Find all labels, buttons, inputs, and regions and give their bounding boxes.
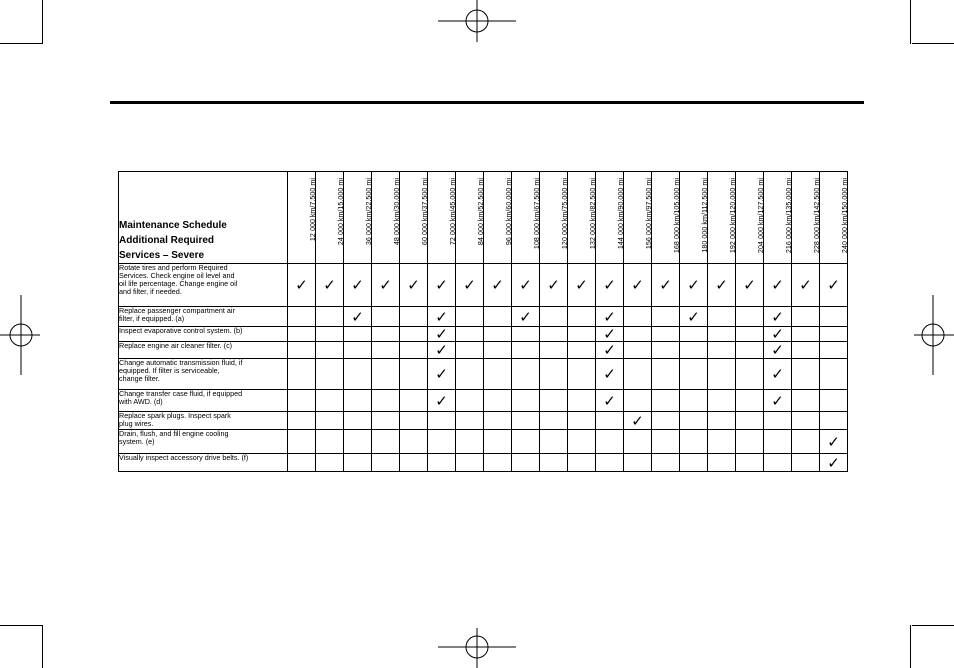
service-description-line: system. (e) (119, 437, 155, 446)
empty-cell (568, 430, 596, 454)
interval-label: 192 000 km/120,000 mi (727, 178, 737, 254)
empty-cell (512, 342, 540, 359)
empty-cell (484, 454, 512, 472)
service-description-line: Rotate tires and perform Required (119, 263, 228, 272)
checkmark-icon: ✓ (372, 264, 400, 307)
service-description-line: change filter. (119, 374, 160, 383)
interval-header (596, 172, 624, 264)
checkmark-icon: ✓ (428, 390, 456, 412)
crop-mark-tr-h (912, 43, 954, 44)
checkmark-icon: ✓ (428, 307, 456, 327)
service-description-line: plug wires. (119, 419, 154, 428)
checkmark-icon: ✓ (568, 264, 596, 307)
empty-cell (540, 454, 568, 472)
interval-label: 180 000 km/112,500 mi (699, 178, 709, 253)
interval-label: 36 000 km/22,500 mi (363, 178, 373, 246)
empty-cell (568, 359, 596, 390)
table-row (119, 342, 848, 359)
checkmark-icon: ✓ (540, 264, 568, 307)
interval-header (624, 172, 652, 264)
checkmark-icon: ✓ (820, 430, 848, 454)
service-description-line: oil life percentage. Change engine oil (119, 279, 238, 288)
crop-mark-bl-v (42, 625, 43, 668)
empty-cell (456, 342, 484, 359)
empty-cell (736, 342, 764, 359)
checkmark-icon: ✓ (288, 264, 316, 307)
interval-label: 204 000 km/127,500 mi (755, 178, 765, 254)
empty-cell (568, 412, 596, 430)
empty-cell (372, 342, 400, 359)
empty-cell (456, 390, 484, 412)
empty-cell (288, 430, 316, 454)
empty-cell (372, 359, 400, 390)
checkmark-icon: ✓ (344, 264, 372, 307)
interval-header (372, 172, 400, 264)
table-row (119, 390, 848, 412)
service-description-line: Drain, flush, and fill engine cooling (119, 429, 229, 438)
empty-cell (680, 359, 708, 390)
interval-header (456, 172, 484, 264)
table-row (119, 327, 848, 342)
registration-mark-bottom (438, 626, 516, 668)
checkmark-icon: ✓ (428, 342, 456, 359)
table-row (119, 307, 848, 327)
empty-cell (680, 430, 708, 454)
service-description (119, 264, 288, 307)
empty-cell (820, 359, 848, 390)
empty-cell (624, 359, 652, 390)
empty-cell (820, 307, 848, 327)
empty-cell (736, 430, 764, 454)
empty-cell (680, 390, 708, 412)
empty-cell (316, 359, 344, 390)
empty-cell (428, 430, 456, 454)
service-description (119, 454, 288, 472)
empty-cell (372, 412, 400, 430)
empty-cell (288, 327, 316, 342)
empty-cell (484, 430, 512, 454)
checkmark-icon: ✓ (596, 359, 624, 390)
empty-cell (540, 390, 568, 412)
interval-header (652, 172, 680, 264)
interval-header (820, 172, 848, 264)
empty-cell (288, 390, 316, 412)
empty-cell (344, 390, 372, 412)
empty-cell (568, 327, 596, 342)
empty-cell (400, 327, 428, 342)
empty-cell (652, 454, 680, 472)
empty-cell (456, 307, 484, 327)
empty-cell (484, 327, 512, 342)
empty-cell (624, 342, 652, 359)
empty-cell (792, 430, 820, 454)
checkmark-icon: ✓ (484, 264, 512, 307)
interval-label: 168 000 km/105,000 mi (671, 178, 681, 254)
interval-header (792, 172, 820, 264)
empty-cell (288, 307, 316, 327)
empty-cell (568, 390, 596, 412)
empty-cell (484, 390, 512, 412)
empty-cell (652, 342, 680, 359)
empty-cell (596, 412, 624, 430)
empty-cell (736, 327, 764, 342)
table-row (119, 454, 848, 472)
interval-header (344, 172, 372, 264)
empty-cell (820, 390, 848, 412)
header-rule (110, 101, 864, 104)
service-description (119, 327, 288, 342)
interval-label: 108 000 km/67,500 mi (531, 178, 541, 250)
empty-cell (288, 342, 316, 359)
empty-cell (344, 342, 372, 359)
checkmark-icon: ✓ (428, 327, 456, 342)
interval-header (764, 172, 792, 264)
interval-header (568, 172, 596, 264)
table-row (119, 430, 848, 454)
empty-cell (596, 454, 624, 472)
empty-cell (792, 454, 820, 472)
table-row (119, 359, 848, 390)
checkmark-icon: ✓ (400, 264, 428, 307)
interval-header (708, 172, 736, 264)
empty-cell (708, 430, 736, 454)
empty-cell (708, 342, 736, 359)
checkmark-icon: ✓ (512, 264, 540, 307)
service-description-line: filter, if equipped. (a) (119, 314, 185, 323)
crop-mark-tl-v (42, 0, 43, 44)
interval-header (288, 172, 316, 264)
empty-cell (428, 412, 456, 430)
empty-cell (736, 307, 764, 327)
checkmark-icon: ✓ (764, 307, 792, 327)
empty-cell (540, 327, 568, 342)
checkmark-icon: ✓ (764, 264, 792, 307)
checkmark-icon: ✓ (344, 307, 372, 327)
registration-mark-top (438, 0, 516, 44)
empty-cell (288, 454, 316, 472)
service-description-line: Replace passenger compartment air (119, 306, 235, 315)
crop-mark-bl-h (0, 625, 42, 626)
empty-cell (372, 307, 400, 327)
empty-cell (652, 327, 680, 342)
checkmark-icon: ✓ (820, 264, 848, 307)
empty-cell (484, 342, 512, 359)
empty-cell (652, 412, 680, 430)
empty-cell (540, 412, 568, 430)
interval-header (680, 172, 708, 264)
service-description-line: with AWD. (d) (119, 397, 163, 406)
empty-cell (456, 359, 484, 390)
service-description-line: Replace spark plugs. Inspect spark (119, 411, 231, 420)
interval-header (316, 172, 344, 264)
table-row (119, 264, 848, 307)
service-description (119, 359, 288, 390)
empty-cell (316, 412, 344, 430)
empty-cell (484, 412, 512, 430)
empty-cell (792, 342, 820, 359)
empty-cell (792, 359, 820, 390)
interval-label: 48 000 km/30,000 mi (391, 178, 401, 246)
table-title-line: Maintenance Schedule (119, 220, 227, 231)
registration-mark-right (914, 295, 954, 375)
empty-cell (456, 412, 484, 430)
table-row (119, 412, 848, 430)
empty-cell (288, 359, 316, 390)
table-title-line: Services – Severe (119, 250, 205, 261)
empty-cell (680, 327, 708, 342)
empty-cell (708, 390, 736, 412)
empty-cell (568, 307, 596, 327)
empty-cell (708, 359, 736, 390)
empty-cell (708, 454, 736, 472)
registration-mark-left (0, 295, 40, 375)
checkmark-icon: ✓ (596, 307, 624, 327)
service-description (119, 430, 288, 454)
empty-cell (372, 327, 400, 342)
service-description-line: Services. Check engine oil level and (119, 271, 235, 280)
empty-cell (344, 454, 372, 472)
empty-cell (400, 307, 428, 327)
interval-header (736, 172, 764, 264)
checkmark-icon: ✓ (764, 342, 792, 359)
empty-cell (400, 359, 428, 390)
empty-cell (512, 412, 540, 430)
checkmark-icon: ✓ (764, 390, 792, 412)
service-description-line: and filter, if needed. (119, 287, 182, 296)
crop-mark-tr-v (910, 0, 911, 44)
interval-label: 84 000 km/52,500 mi (475, 178, 485, 246)
service-description (119, 307, 288, 327)
empty-cell (400, 430, 428, 454)
checkmark-icon: ✓ (764, 359, 792, 390)
checkmark-icon: ✓ (820, 454, 848, 472)
interval-label: 12 000 km/7,500 mi (307, 178, 317, 242)
service-description-line: Visually inspect accessory drive belts. (f) (119, 453, 249, 462)
empty-cell (344, 359, 372, 390)
checkmark-icon: ✓ (764, 327, 792, 342)
empty-cell (456, 327, 484, 342)
interval-label: 120 000 km/75,000 mi (559, 178, 569, 250)
empty-cell (624, 307, 652, 327)
service-description-line: Change transfer case fluid, if equipped (119, 389, 243, 398)
checkmark-icon: ✓ (680, 307, 708, 327)
empty-cell (708, 412, 736, 430)
empty-cell (652, 430, 680, 454)
checkmark-icon: ✓ (736, 264, 764, 307)
service-description-line: Inspect evaporative control system. (b) (119, 326, 243, 335)
empty-cell (512, 390, 540, 412)
service-description (119, 412, 288, 430)
empty-cell (288, 412, 316, 430)
empty-cell (820, 342, 848, 359)
service-description-line: Change automatic transmission fluid, if (119, 358, 243, 367)
checkmark-icon: ✓ (652, 264, 680, 307)
empty-cell (568, 454, 596, 472)
empty-cell (484, 359, 512, 390)
empty-cell (624, 327, 652, 342)
maintenance-schedule-table (118, 171, 848, 472)
empty-cell (512, 327, 540, 342)
interval-label: 24 000 km/15,000 mi (335, 178, 345, 246)
empty-cell (596, 430, 624, 454)
service-description-line: Replace engine air cleaner filter. (c) (119, 341, 233, 350)
empty-cell (764, 412, 792, 430)
empty-cell (792, 412, 820, 430)
empty-cell (316, 307, 344, 327)
empty-cell (736, 454, 764, 472)
crop-mark-br-h (912, 625, 954, 626)
empty-cell (316, 390, 344, 412)
table-title-line: Additional Required (119, 235, 214, 246)
empty-cell (820, 327, 848, 342)
empty-cell (456, 454, 484, 472)
empty-cell (512, 454, 540, 472)
empty-cell (680, 412, 708, 430)
empty-cell (316, 430, 344, 454)
checkmark-icon: ✓ (680, 264, 708, 307)
empty-cell (512, 359, 540, 390)
empty-cell (428, 454, 456, 472)
crop-mark-tl-h (0, 43, 42, 44)
checkmark-icon: ✓ (596, 342, 624, 359)
checkmark-icon: ✓ (428, 264, 456, 307)
empty-cell (316, 342, 344, 359)
checkmark-icon: ✓ (624, 412, 652, 430)
empty-cell (400, 412, 428, 430)
empty-cell (764, 454, 792, 472)
interval-label: 216 000 km/135,000 mi (783, 178, 793, 254)
checkmark-icon: ✓ (708, 264, 736, 307)
empty-cell (400, 342, 428, 359)
interval-label: 72 000 km/45,000 mi (447, 178, 457, 246)
empty-cell (792, 307, 820, 327)
interval-label: 96 000 km/60,000 mi (503, 178, 513, 246)
checkmark-icon: ✓ (596, 327, 624, 342)
empty-cell (344, 412, 372, 430)
checkmark-icon: ✓ (596, 390, 624, 412)
empty-cell (736, 412, 764, 430)
empty-cell (624, 430, 652, 454)
empty-cell (372, 390, 400, 412)
empty-cell (820, 412, 848, 430)
checkmark-icon: ✓ (792, 264, 820, 307)
interval-label: 228 000 km/142,500 mi (811, 178, 821, 254)
interval-label: 144 000 km/90,000 mi (615, 178, 625, 250)
empty-cell (400, 454, 428, 472)
table-title (119, 172, 288, 264)
empty-cell (540, 359, 568, 390)
empty-cell (764, 430, 792, 454)
interval-label: 240 000 km/150,000 mi (839, 178, 849, 254)
empty-cell (484, 307, 512, 327)
empty-cell (624, 390, 652, 412)
empty-cell (736, 390, 764, 412)
empty-cell (540, 430, 568, 454)
empty-cell (372, 430, 400, 454)
empty-cell (792, 327, 820, 342)
header-row (119, 172, 848, 264)
empty-cell (344, 327, 372, 342)
empty-cell (652, 390, 680, 412)
empty-cell (652, 307, 680, 327)
empty-cell (680, 342, 708, 359)
interval-header (512, 172, 540, 264)
empty-cell (456, 430, 484, 454)
empty-cell (680, 454, 708, 472)
empty-cell (708, 327, 736, 342)
checkmark-icon: ✓ (316, 264, 344, 307)
empty-cell (316, 454, 344, 472)
interval-header (540, 172, 568, 264)
empty-cell (344, 430, 372, 454)
interval-header (400, 172, 428, 264)
checkmark-icon: ✓ (624, 264, 652, 307)
service-description (119, 390, 288, 412)
empty-cell (372, 454, 400, 472)
interval-header (428, 172, 456, 264)
empty-cell (400, 390, 428, 412)
empty-cell (316, 327, 344, 342)
interval-header (484, 172, 512, 264)
interval-label: 60 000 km/37,500 mi (419, 178, 429, 246)
empty-cell (540, 342, 568, 359)
empty-cell (792, 390, 820, 412)
empty-cell (652, 359, 680, 390)
checkmark-icon: ✓ (512, 307, 540, 327)
interval-label: 132 000 km/82,500 mi (587, 178, 597, 250)
service-description (119, 342, 288, 359)
checkmark-icon: ✓ (428, 359, 456, 390)
empty-cell (568, 342, 596, 359)
schedule-body (119, 264, 848, 472)
service-description-line: equipped. If filter is serviceable, (119, 366, 220, 375)
checkmark-icon: ✓ (596, 264, 624, 307)
empty-cell (540, 307, 568, 327)
empty-cell (736, 359, 764, 390)
empty-cell (512, 430, 540, 454)
empty-cell (624, 454, 652, 472)
empty-cell (708, 307, 736, 327)
checkmark-icon: ✓ (456, 264, 484, 307)
crop-mark-br-v (910, 625, 911, 668)
interval-label: 156 000 km/97,500 mi (643, 178, 653, 250)
